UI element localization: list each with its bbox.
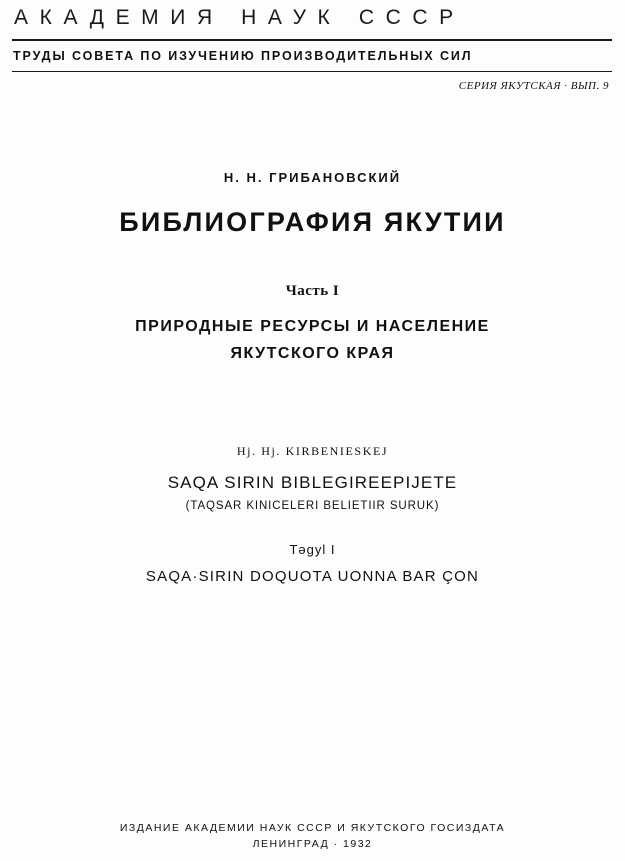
place-year: ЛЕНИНГРАД · 1932 [252, 838, 373, 850]
header-rule-top [12, 39, 612, 41]
subtitle-yakut: (TAQSAR KINICELERI BELIETIIR SURUK) [185, 500, 440, 512]
part-subtitle-yakut: SAQA·SIRIN DOQUOTA UONNA BAR ÇON [145, 568, 480, 585]
title-yakut: SAQA SIRIN BIBLEGIREEPIJETE [167, 473, 458, 492]
title-russian: БИБЛИОГРАФИЯ ЯКУТИИ [119, 207, 506, 237]
part-russian: Часть I [285, 283, 340, 299]
part-yakut: Təgyl I [289, 542, 336, 557]
proceedings-header: ТРУДЫ СОВЕТА ПО ИЗУЧЕНИЮ ПРОИЗВОДИТЕЛЬНЫХ СИЛ [13, 49, 473, 63]
academy-header: АКАДЕМИЯ НАУК СССР [14, 6, 465, 29]
subtitle-russian-line1: ПРИРОДНЫЕ РЕСУРСЫ И НАСЕЛЕНИЕ [135, 318, 490, 335]
author-yakut: Hj. Hj. KIRBENIESKEJ [236, 444, 389, 458]
subtitle-russian-line2: ЯКУТСКОГО КРАЯ [230, 345, 395, 362]
series-label: СЕРИЯ ЯКУТСКАЯ · ВЫП. 9 [458, 80, 609, 92]
author-russian: Н. Н. ГРИБАНОВСКИЙ [223, 170, 402, 185]
publisher-imprint: ИЗДАНИЕ АКАДЕМИИ НАУК СССР И ЯКУТСКОГО ГОСИЗДАТА [119, 822, 506, 834]
header-rule-bottom [12, 71, 612, 72]
